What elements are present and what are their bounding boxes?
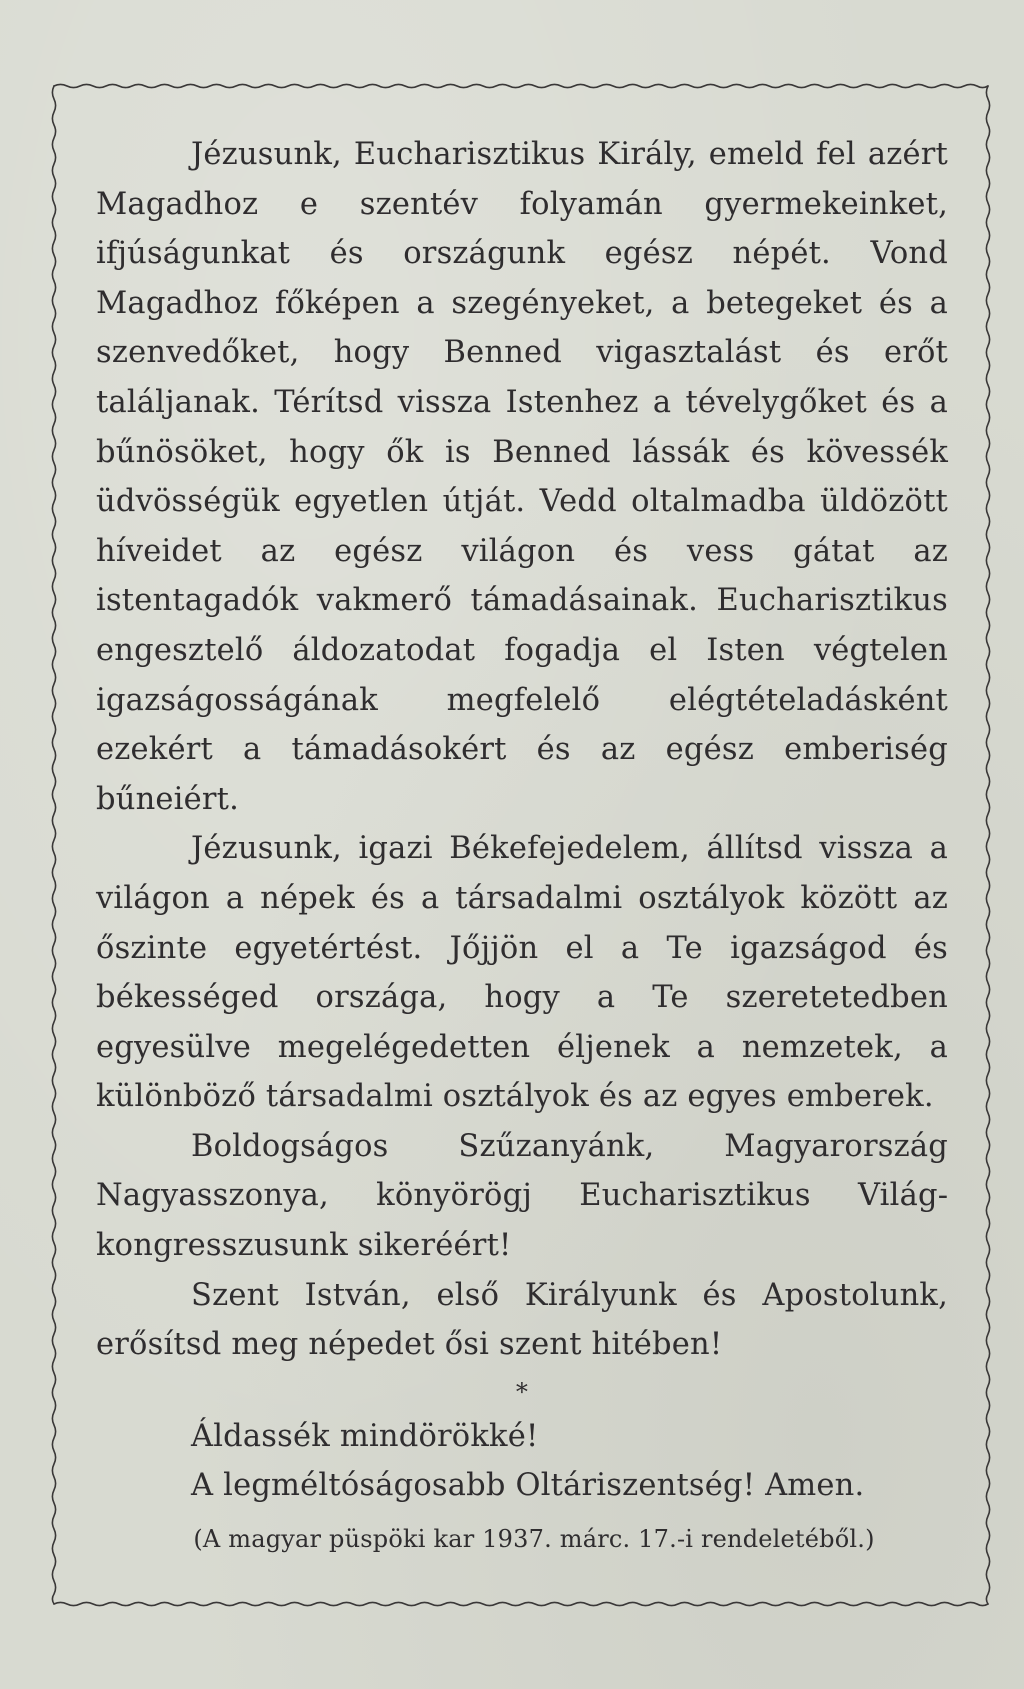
- closing-line-2: A legméltóságosabb Oltáriszentség! Amen.: [191, 1468, 865, 1504]
- prayer-paragraph-3: Boldogságos Szűzanyánk, Magyarország Nagyasszonya, könyörögj Eucharisztikus Világkongresszusunk sikeréért!: [96, 1128, 948, 1264]
- closing-line-1: Áldassék mindörökké!: [191, 1418, 539, 1454]
- asterisk-separator: *: [515, 1377, 529, 1406]
- prayer-paragraph-4: Szent István, első Királyunk és Apostolunk, erősítsd meg népedet ősi szent hitében!: [96, 1277, 948, 1363]
- prayer-paragraph-2: Jézusunk, igazi Békefejedelem, állítsd vissza a világon a népek és a társadalmi osztályok között az őszinte egyetértést. Jőjjön el a Te igazságod és békességed országa, hogy a Te szeretetedben egyesülve megelégedetten éljenek a nemzetek, a különböző társadalmi osztályok és az egyes emberek.: [96, 831, 948, 1115]
- source-citation: (A magyar püspöki kar 1937. márc. 17.-i rendeletéből.): [193, 1525, 875, 1554]
- prayer-text: [96, 130, 948, 1559]
- prayer-paragraph-1: Jézusunk, Eucharisztikus Király, emeld fel azért Magadhoz e szentév folyamán gyermekeinket, ifjúságunkat és országunk egész népét. Vond Magadhoz főképen a szegényeket, a betegeket és a szenvedőket, hogy Benned vigasztalást és erőt találjanak. Térítsd vissza Istenhez a tévelygőket és a bűnösöket, hogy ők is Benned lássák és kövessék üdvösségük egyetlen útját. Vedd oltalmadba üldözött híveidet az egész világon és vess gátat az istentagadók vakmerő támadásainak. Eucharisztikus engesztelő áldozatodat fogadja el Isten végtelen igazságosságának megfelelő elégtételadásként ezekért a támadásokért és az egész emberiség bűneiért.: [96, 137, 948, 817]
